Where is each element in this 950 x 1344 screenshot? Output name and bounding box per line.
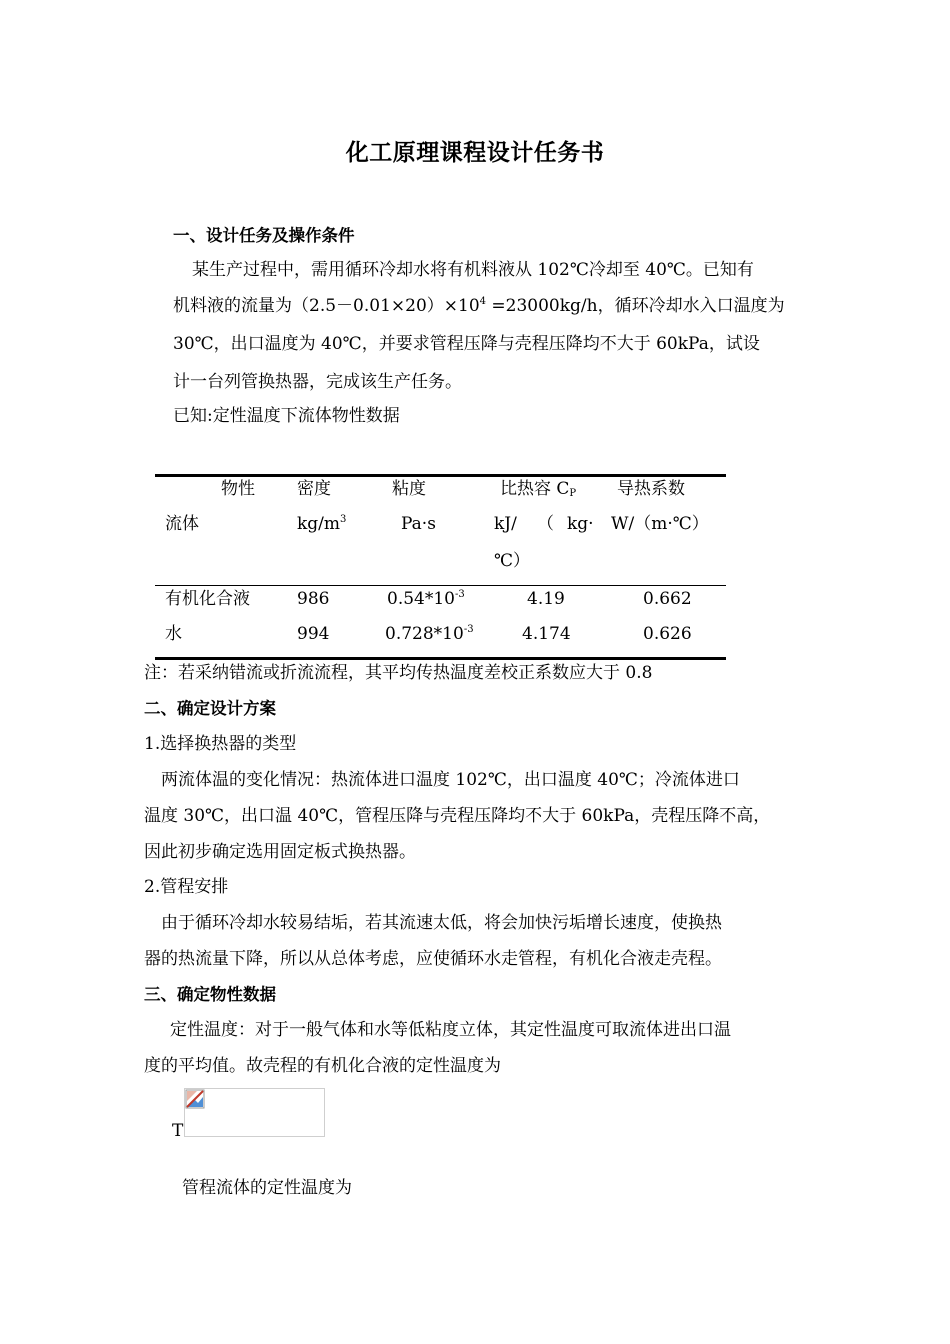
paragraph-line: 某生产过程中，需用循环冷却水将有机料液从 102℃冷却至 40℃。已知有	[192, 260, 754, 280]
table-header-rule	[155, 585, 726, 586]
paragraph-line: 计一台列管换热器，完成该生产任务。	[173, 372, 462, 392]
known-data-line: 已知:定性温度下流体物性数据	[173, 406, 400, 426]
table-cell-fluid: 有机化合液	[165, 589, 250, 609]
header-conductivity: 导热系数	[617, 479, 685, 499]
table-cell-density: 986	[297, 589, 330, 609]
paragraph-line: 30℃，出口温度为 40℃，并要求管程压降与壳程压降均不大于 60kPa，试设	[173, 334, 760, 354]
paragraph-line: 由于循环冷却水较易结垢，若其流速太低，将会加快污垢增长速度，使换热	[161, 913, 722, 933]
header-density-unit: $kg/m^3$	[297, 514, 347, 534]
table-cell-cp: 4.174	[522, 624, 571, 644]
header-prop: 物性	[221, 479, 255, 499]
paragraph-line: 温度 30℃，出口温 40℃，管程压降与壳程压降均不大于 60kPa，壳程压降不高，	[144, 806, 771, 826]
paragraph-line: 管程流体的定性温度为	[182, 1178, 352, 1198]
header-heat-capacity: 比热容 $C_P$	[500, 479, 577, 499]
paragraph-line: 机料液的流量为$(2.5-0.01\times 20)\times 10^4 =23000kg/h$，循环冷却水入口温度为	[173, 296, 785, 316]
header-fluid: 流体	[165, 514, 199, 534]
header-cp-unit-b: （	[537, 514, 554, 534]
paragraph-line: 两流体温的变化情况：热流体进口温度 102℃，出口温度 40℃；冷流体进口	[161, 770, 740, 790]
table-cell-density: 994	[297, 624, 330, 644]
paragraph-line: 器的热流量下降，所以从总体考虑，应使循环水走管程，有机化合液走壳程。	[144, 949, 722, 969]
page-title: 化工原理课程设计任务书	[345, 140, 605, 166]
section-3-heading: 三、确定物性数据	[144, 985, 276, 1004]
table-cell-viscosity: $0.54*10^{-3}$	[387, 589, 465, 609]
formula-label: T	[172, 1121, 184, 1141]
section-2-heading: 二、确定设计方案	[144, 699, 276, 718]
subsection-heading: 1.选择换热器的类型	[144, 734, 297, 754]
header-conductivity-unit: W/（m·℃）	[611, 514, 709, 534]
table-cell-conductivity: 0.662	[643, 589, 692, 609]
formula-image	[184, 1088, 325, 1137]
table-cell-viscosity: $0.728*10^{-3}$	[385, 624, 474, 644]
header-cp-unit-d: ℃）	[494, 551, 531, 571]
section-1-heading: 一、设计任务及操作条件	[173, 226, 355, 245]
header-cp-unit-c: kg·	[567, 514, 594, 534]
subsection-heading: 2.管程安排	[144, 877, 229, 897]
header-cp-unit-a: kJ/	[494, 514, 517, 534]
table-cell-conductivity: 0.626	[643, 624, 692, 644]
header-viscosity-unit: Pa·s	[401, 514, 436, 534]
paragraph-line: 因此初步确定选用固定板式换热器。	[144, 842, 416, 862]
table-cell-fluid: 水	[165, 624, 182, 644]
table-note: 注：若采纳错流或折流流程，其平均传热温度差校正系数应大于 0.8	[144, 663, 653, 683]
header-density: 密度	[297, 479, 331, 499]
paragraph-line: 定性温度：对于一般气体和水等低粘度立体，其定性温度可取流体进出口温	[170, 1020, 731, 1040]
paragraph-line: 度的平均值。故壳程的有机化合液的定性温度为	[144, 1056, 501, 1076]
broken-image-icon	[185, 1089, 205, 1109]
table-cell-cp: 4.19	[527, 589, 565, 609]
header-viscosity: 粘度	[392, 479, 426, 499]
